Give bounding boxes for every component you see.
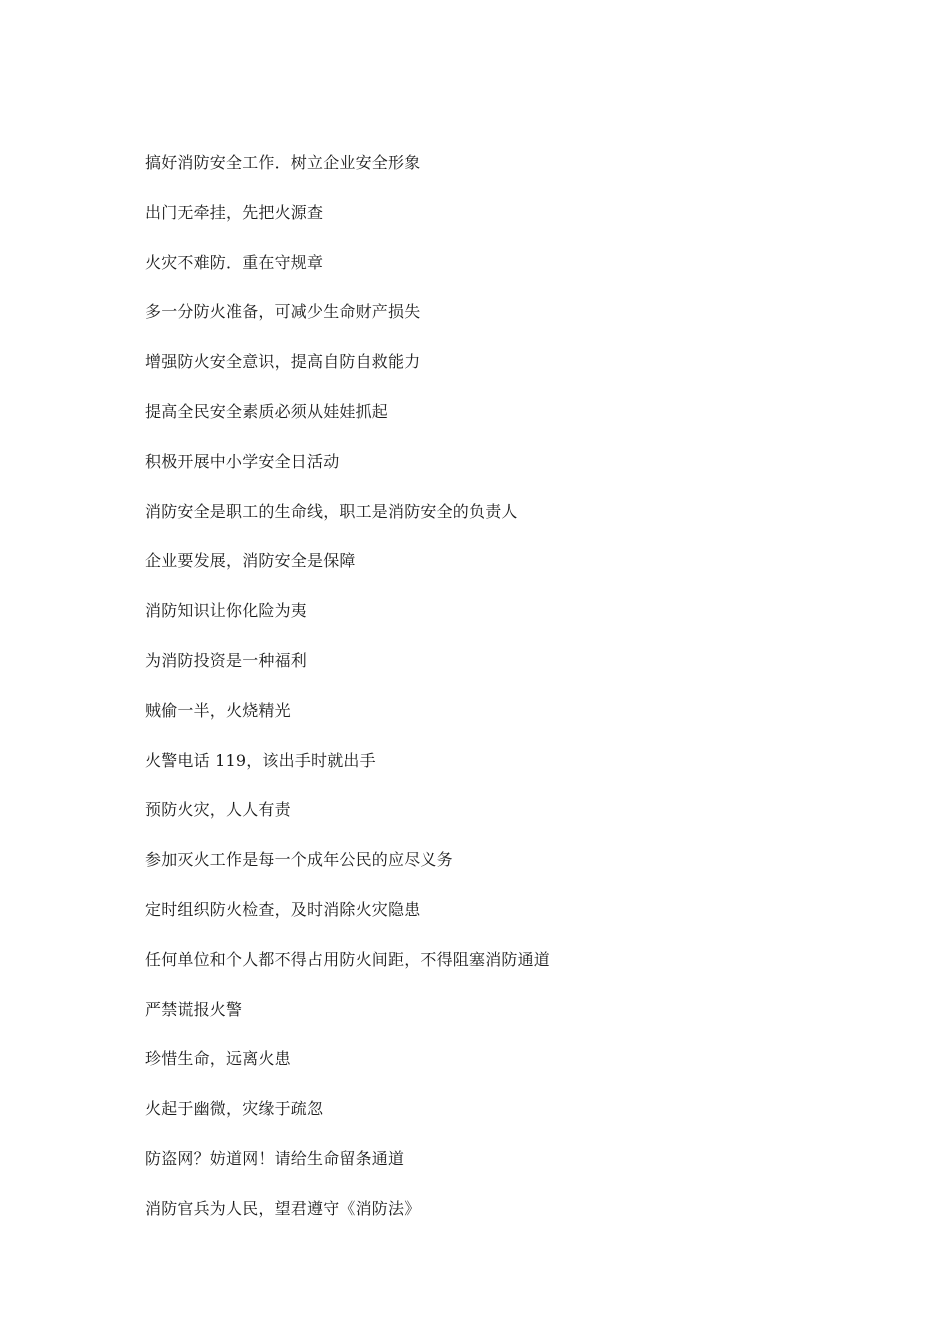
- slogan-line: 防盗网？妨道网！请给生命留条通道: [145, 1148, 405, 1168]
- slogan-line: 消防安全是职工的生命线，职工是消防安全的负责人: [145, 501, 518, 521]
- slogan-line: 贼偷一半，火烧精光: [145, 700, 291, 720]
- slogan-line: 多一分防火准备，可减少生命财产损失: [145, 302, 421, 322]
- slogan-line: 增强防火安全意识，提高自防自救能力: [145, 352, 421, 372]
- slogan-line: 消防官兵为人民，望君遵守《消防法》: [145, 1198, 421, 1218]
- slogan-line: 珍惜生命，远离火患: [145, 1049, 291, 1069]
- slogan-line: 出门无牵挂，先把火源查: [145, 202, 324, 222]
- slogan-line: 定时组织防火检查，及时消除火灾隐患: [145, 899, 421, 919]
- slogan-line: 为消防投资是一种福利: [145, 650, 308, 670]
- slogan-line: 预防火灾，人人有责: [145, 800, 291, 820]
- slogan-line: 严禁谎报火警: [145, 999, 243, 1019]
- slogan-list: [145, 150, 550, 1246]
- slogan-line: 参加灭火工作是每一个成年公民的应尽义务: [145, 850, 453, 870]
- slogan-line: 火灾不难防．重在守规章: [145, 252, 324, 272]
- slogan-line: 积极开展中小学安全日活动: [145, 451, 340, 471]
- slogan-line: 火起于幽微，灾缘于疏忽: [145, 1099, 324, 1119]
- slogan-line: 提高全民安全素质必须从娃娃抓起: [145, 401, 389, 421]
- slogan-line: 火警电话 119，该出手时就出手: [145, 750, 376, 770]
- slogan-line: 搞好消防安全工作．树立企业安全形象: [145, 153, 421, 172]
- slogan-line: 企业要发展，消防安全是保障: [145, 551, 356, 571]
- slogan-line: 消防知识让你化险为夷: [145, 601, 308, 621]
- slogan-line: 任何单位和个人都不得占用防火间距，不得阻塞消防通道: [145, 949, 551, 969]
